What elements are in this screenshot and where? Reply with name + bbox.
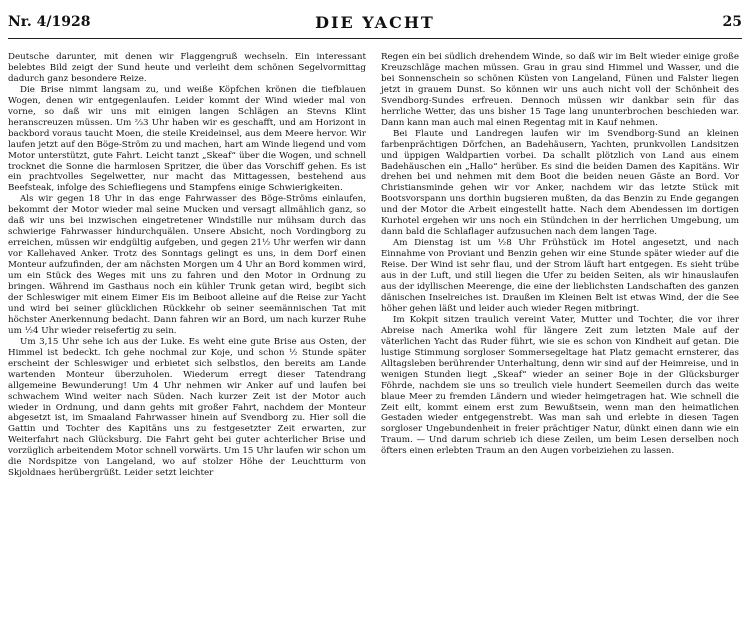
paragraph: Am Dienstag ist um ½8 Uhr Frühstück im Hotel angesetzt, und nach Einnahme von Proviant und Benzin gehen wir eine Stunde später wieder auf die Reise. Der Wind ist sehr flau, und der Strom läuft hart entgegen. Es sieht trübe aus in der Luft, und still liegen die Ufer zu beiden Seiten, als wir hinauslaufen aus der idyllischen Meerenge, die eine der lieblichsten Landschaften des ganzen dänischen Inselreiches ist. Draußen im Kleinen Belt ist etwas Wind, der die See höher gehen läßt und leider auch wieder Regen mitbringt.: [381, 238, 739, 314]
paragraph: Deutsche darunter, mit denen wir Flaggengruß wechseln. Ein interessant belebtes Bild zeigt der Sund heute und verleiht dem schönen Segelvormittag dadurch ganz besondere Reize.: [8, 52, 366, 84]
page-number: 25: [722, 14, 742, 30]
paragraph: Bei Flaute und Landregen laufen wir im Svendborg-Sund an kleinen farbenprächtigen Dörfchen, an Badehäusern, Yachten, prunkvollen Landsitzen und üppigen Waldpartien vorbei. Da schallt plötzlich von Land aus einem Badehäuschen ein „Hallo“ herüber. Es sind die beiden Damen des Kapitäns. Wir drehen bei und nehmen mit dem Boot die beiden neuen Gäste an Bord. Vor Christiansminde gehen wir vor Anker, nachdem wir das letzte Stück mit Bootsvorspann uns dorthin bugsieren mußten, da das Benzin zu Ende gegangen und der Motor die Arbeit eingestellt hatte. Nach dem Abendessen im dortigen Kurhotel ergehen wir uns noch ein Stündchen in der herrlichen Umgebung, um dann bald die Schlaflager aufzusuchen nach dem langen Tage.: [381, 128, 739, 238]
page-header: [8, 10, 742, 39]
paragraph: Als wir gegen 18 Uhr in das enge Fahrwasser des Böge-Ströms einlaufen, bekommt der Motor wieder mal seine Mucken und versagt allmählich ganz, so daß wir uns bei inzwischen eingetretener Windstille nur mühsam durch das schwierige Fahrwasser hindurchquälen. Unsere Absicht, noch Vordingborg zu erreichen, müssen wir endgültig aufgeben, und gegen 21½ Uhr werfen wir dann vor Kallehaved Anker. Trotz des Sonntags gelingt es uns, in dem Dorf einen Monteur aufzufinden, der am nächsten Morgen um 4 Uhr an Bord kommen wird, um ein Stück des Weges mit uns zu fahren und den Motor in Ordnung zu bringen. Während im Gasthaus noch ein kühler Trunk getan wird, begibt sich der Schleswiger mit einem Eimer Eis im Beiboot alleine auf die Reise zur Yacht und wird bei seiner glücklichen Rückkehr ob seiner seemännischen Tat mit höchster Anerkennung bedacht. Dann fahren wir an Bord, um nach kurzer Ruhe um ½4 Uhr wieder reisefertig zu sein.: [8, 194, 366, 336]
magazine-title: DIE YACHT: [315, 13, 435, 32]
paragraph: Die Brise nimmt langsam zu, und weiße Köpfchen krönen die tiefblauen Wogen, denen wir entgegenlaufen. Leider kommt der Wind wieder mal von vorne, so daß wir uns mit einigen langen Schlägen an Stevns Klint heranscreuzen müssen. Um ⅔3 Uhr haben wir es geschafft, und am Horizont in backbord voraus taucht Moen, die steile Kreideinsel, aus dem Meere hervor. Wir laufen jetzt auf den Böge-Ström zu und machen, hart am Winde liegend und vom Motor unterstützt, gute Fahrt. Leicht tanzt „Skeaf“ über die Wogen, und schnell trocknet die Sonne die harmlosen Spritzer, die über das Vorschiff gehen. Es ist ein prachtvolles Segelwetter, nur macht das Mittagessen, bestehend aus Beefsteak, infolge des Schiefliegens und Stampfens einige Schwierigkeiten.: [8, 84, 366, 194]
issue-number: Nr. 4/1928: [8, 14, 91, 30]
paragraph: Regen ein bei südlich drehendem Winde, so daß wir im Belt wieder einige große Kreuzschläge machen müssen. Grau in grau sind Himmel und Wasser, und die bei Sonnenschein so schönen Küsten von Langeland, Fünen und Falster liegen jetzt in grauem Dunst. So können wir uns auch nicht voll der Schönheit des Svendborg-Sundes erfreuen. Dennoch müssen wir dankbar sein für das herrliche Wetter, das uns bisher 15 Tage lang ununterbrochen beschieden war. Dann kann man auch mal einen Regentag mit in Kauf nehmen.: [381, 52, 739, 128]
left-column: [8, 52, 366, 479]
right-column: [381, 52, 739, 457]
paragraph: Um 3,15 Uhr sehe ich aus der Luke. Es weht eine gute Brise aus Osten, der Himmel ist bedeckt. Ich gehe nochmal zur Koje, und schon ½ Stunde später erscheint der Schleswiger und erbietet sich selbstlos, den bereits am Lande wartenden Monteur überzuholen. Wiederum erregt dieser Tatendrang allgemeine Bewunderung! Um 4 Uhr nehmen wir Anker auf und laufen bei schwachem Wind weiter nach Süden. Nach kurzer Zeit ist der Motor auch wieder in Ordnung, und dann gehts mit großer Fahrt, nachdem der Monteur abgesetzt ist, im Smaaland Fahrwasser hinein auf Svendborg zu. Hier soll die Gattin und Tochter des Kapitäns uns zu festgesetzter Zeit erwarten, zur Weiterfahrt nach Glücksburg. Die Fahrt geht bei guter achterlicher Brise und vorzüglich arbeitendem Motor schnell vorwärts. Um 15 Uhr laufen wir schon um die Nordspitze von Langeland, wo auf stolzer Höhe der Leuchtturm von Skjoldnaes herübergrüßt. Leider setzt leichter: [8, 336, 366, 479]
paragraph: Im Kokpit sitzen traulich vereint Vater, Mutter und Tochter, die vor ihrer Abreise nach Amerika wohl für längere Zeit zum letzten Male auf der väterlichen Yacht das Ruder führt, wie sie es schon von Kindheit auf getan. Die lustige Stimmung sorgloser Sommersegeltage hat Platz gemacht ernsterer, das Alltagsleben berührender Unterhaltung, denn wir sind auf der Heimreise, und in wenigen Stunden liegt „Skeaf“ wieder an seiner Boje in der Glücksburger Föhrde, nachdem sie uns so treulich viele hundert Seemeilen durch das weite blaue Meer zu fremden Ländern und wieder heimgetragen hat. Wie schnell die Zeit eilt, kommt einem erst zum Bewußtsein, wenn man den heimatlichen Gestaden wieder entgegenstrebt. Was man sah und erlebte in diesen Tagen sorgloser Ungebundenheit in freier prächtiger Natur, dünkt einen dann wie ein Traum. — Und darum schrieb ich diese Zeilen, um beim Lesen derselben noch öfters einen erlebten Traum an den Augen vorbeiziehen zu lassen.: [381, 314, 739, 457]
